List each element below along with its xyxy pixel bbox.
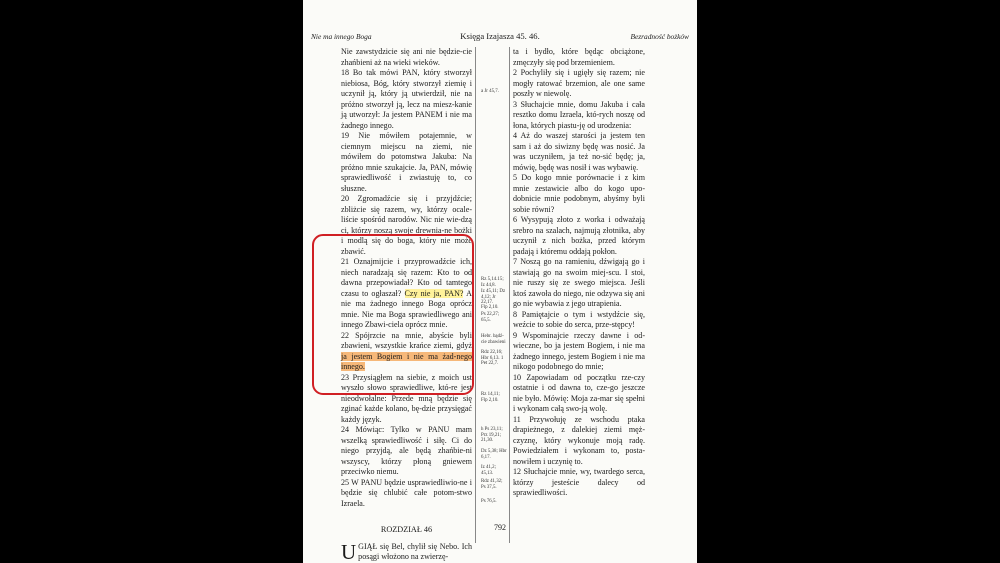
margin-ref: Rz 5,14.15; Iz 44,8. — [481, 277, 504, 288]
verse: 19 Nie mówiłem potajemnie, w ciemnym miejscu na ziemi, nie mówiłem do potomstwa Jakuba: Na próżno mnie szukajcie. Ja, PAN, mówię sprawiedliwość i zwiastuję to, co słuszne. — [341, 131, 472, 193]
verse: 7 Noszą go na ramieniu, dźwigają go i stawiają go na swoim miej-scu. I stoi, nie ruszy się ze swego miejsca. Jeśli ktoś zawoła do niego, nie odzywa się ani go nie wybawia z jego utrapienia. — [513, 257, 645, 308]
margin-ref: Flp 2,10. — [481, 305, 499, 310]
chapter-first-verse: UGIĄŁ się Bel, chylił się Nebo. Ich posągi włożono na zwierzę- — [341, 539, 472, 563]
verse-22: 22 Spójrzcie na mnie, abyście byli zbawieni, wszystkie krańce ziemi, gdyż ja jestem Bogiem i nie ma żad-nego innego. — [341, 330, 472, 371]
verse: 3 Słuchajcie mnie, domu Jakuba i cała resztko domu Izraela, któ-rych noszę od łona, których piastu-ję od urodzenia: — [513, 99, 645, 130]
verse: 20 Zgromadźcie się i przyjdźcie; zbliżcie się razem, wy, którzy ocale-liście spośród narodów. Nic nie wie-dzą ci, którzy noszą swoje drewnia-ne bożki i modlą się do boga, który nie może zbawić. — [341, 194, 472, 256]
margin-ref: Iz 41,2; 45,13. — [481, 465, 496, 476]
verse: 9 Wspominajcie rzeczy dawne i od-wieczne, bo ja jestem Bogiem, i nie ma żadnego innego, jestem Bogiem i nie ma nikogo podobnego do mnie; — [513, 330, 645, 371]
highlight-yellow: Czy nie ja, PAN? — [404, 288, 464, 298]
verse: 25 W PANU będzie usprawiedliwio-ne i będzie się chlubić całe potom-stwo Izraela. — [341, 477, 472, 508]
verse-21: 21 Oznajmijcie i przyprowadźcie ich, niech naradzają się razem: Kto to od dawna przepowiadał? Kto od tamtego czasu to ogłaszał? Czy nie ja, PAN? A nie ma żadnego innego Boga oprócz mnie. Nie ma Boga sprawiedliwego ani innego Zbawi-ciela oprócz mnie. — [341, 257, 472, 329]
verse: ta i bydło, które będąc obciążone, zmęczyły się pod brzemieniem. — [513, 47, 645, 67]
verse: 12 Słuchajcie mnie, wy, twardego serca, którzy jesteście dalecy od sprawiedliwości. — [513, 467, 645, 497]
verse: 6 Wysypują złoto z worka i odważają srebro na szalach, najmują złotnika, aby uczynił z nich bożka, przed którym padają i któremu oddają pokłon. — [513, 215, 645, 256]
right-column — [513, 47, 645, 499]
header-left: Nie ma innego Boga — [311, 32, 372, 41]
highlight-orange: ja jestem Bogiem i nie ma żad-nego innego. — [341, 351, 472, 371]
margin-ref: Ps 76,5. — [481, 499, 497, 504]
verse: 11 Przywołuję ze wschodu ptaka drapieżnego, z dalekiej ziemi męż-czyznę, który wykonuje moją radę. Powiedziałem i wykonam to, posta-nowiłem i uczynię to. — [513, 414, 645, 466]
margin-ref: Rz 14,11; Flp 2,10. — [481, 392, 500, 403]
verse: 18 Bo tak mówi PAN, który stworzył niebiosa, Bóg, który stworzył ziemię i uczynił ją, który ją utwierdził, nie na próżno stworzył ją, lecz na miesz-kanie ją utworzył: Ja jestem PANEM i nie ma żadnego innego. — [341, 68, 472, 130]
header-right: Bezradność bożków — [630, 32, 689, 41]
header-center: Księga Izajasza 45. 46. — [460, 31, 540, 41]
verse: Nie zawstydzicie się ani nie będzie-cie zhańbieni aż na wieki wieków. — [341, 47, 472, 67]
margin-ref: Rdz 22,16; Hbr 6,13. 1 Pet 22,7. — [481, 350, 504, 367]
verse: 2 Pochyliły się i ugięły się razem; nie mogły ratować brzemion, ale one same poszły w niewolę. — [513, 68, 645, 98]
verse: 8 Pamiętajcie o tym i wstydźcie się, weźcie to sobie do serca, prze-stępcy! — [513, 309, 645, 329]
verse: 10 Zapowiadam od początku rze-czy ostatnie i od dawna to, cze-go jeszcze nie było. Mówię: Moja za-mar się spełni i wykonam całą swo-ją wolę. — [513, 372, 645, 413]
margin-ref: a Jr 45,7. — [481, 89, 499, 94]
page-number: 792 — [494, 523, 506, 532]
verse: 5 Do kogo mnie porównacie i z kim mnie zestawicie albo do kogo upo-dobnicie mnie podobnym, abyśmy byli sobie równi? — [513, 173, 645, 214]
column-divider-right — [509, 47, 510, 543]
verse: 4 Aż do waszej starości ja jestem ten sam i aż do siwizny będę was nosić. Ja was uczyniłem, ja też no-sić będę; ja, mówię, będę was nosił i was wybawię. — [513, 131, 645, 172]
column-divider-left — [475, 47, 476, 543]
margin-ref: Dz 5,38; Hbr 6,17. — [481, 449, 507, 460]
margin-ref: Hebr. bądź-cie zbawieni — [481, 334, 506, 345]
running-header — [311, 31, 689, 43]
verse-23: 23 Przysiągłem na siebie, z moich ust wyszło słowo sprawiedliwe, któ-re jest nieodwołalne: Przede mną będzie się zginać każde kolano, bę-dzie przysięgać każdy język. — [341, 372, 472, 424]
drop-cap: U — [341, 539, 357, 563]
margin-ref: Iz 45,11; Dz 4,12; Jr 22,17. — [481, 289, 506, 306]
annotation-red-box — [312, 234, 474, 395]
margin-ref: Rdz 41,32; Ps 37,5. — [481, 479, 503, 490]
verse: 24 Mówiąc: Tylko w PANU mam wszelką sprawiedliwość i siłę. Ci do niego przyjdą, ale będą zhańbie-ni wszyscy, którzy płoną gniewem przeciwko niemu. — [341, 425, 472, 476]
margin-ref: h Ps 23,11; Prz 19,21; 21,30. — [481, 427, 503, 444]
chapter-heading: ROZDZIAŁ 46 — [380, 525, 433, 534]
margin-ref: Ps 22,27; 65,5. — [481, 312, 500, 323]
